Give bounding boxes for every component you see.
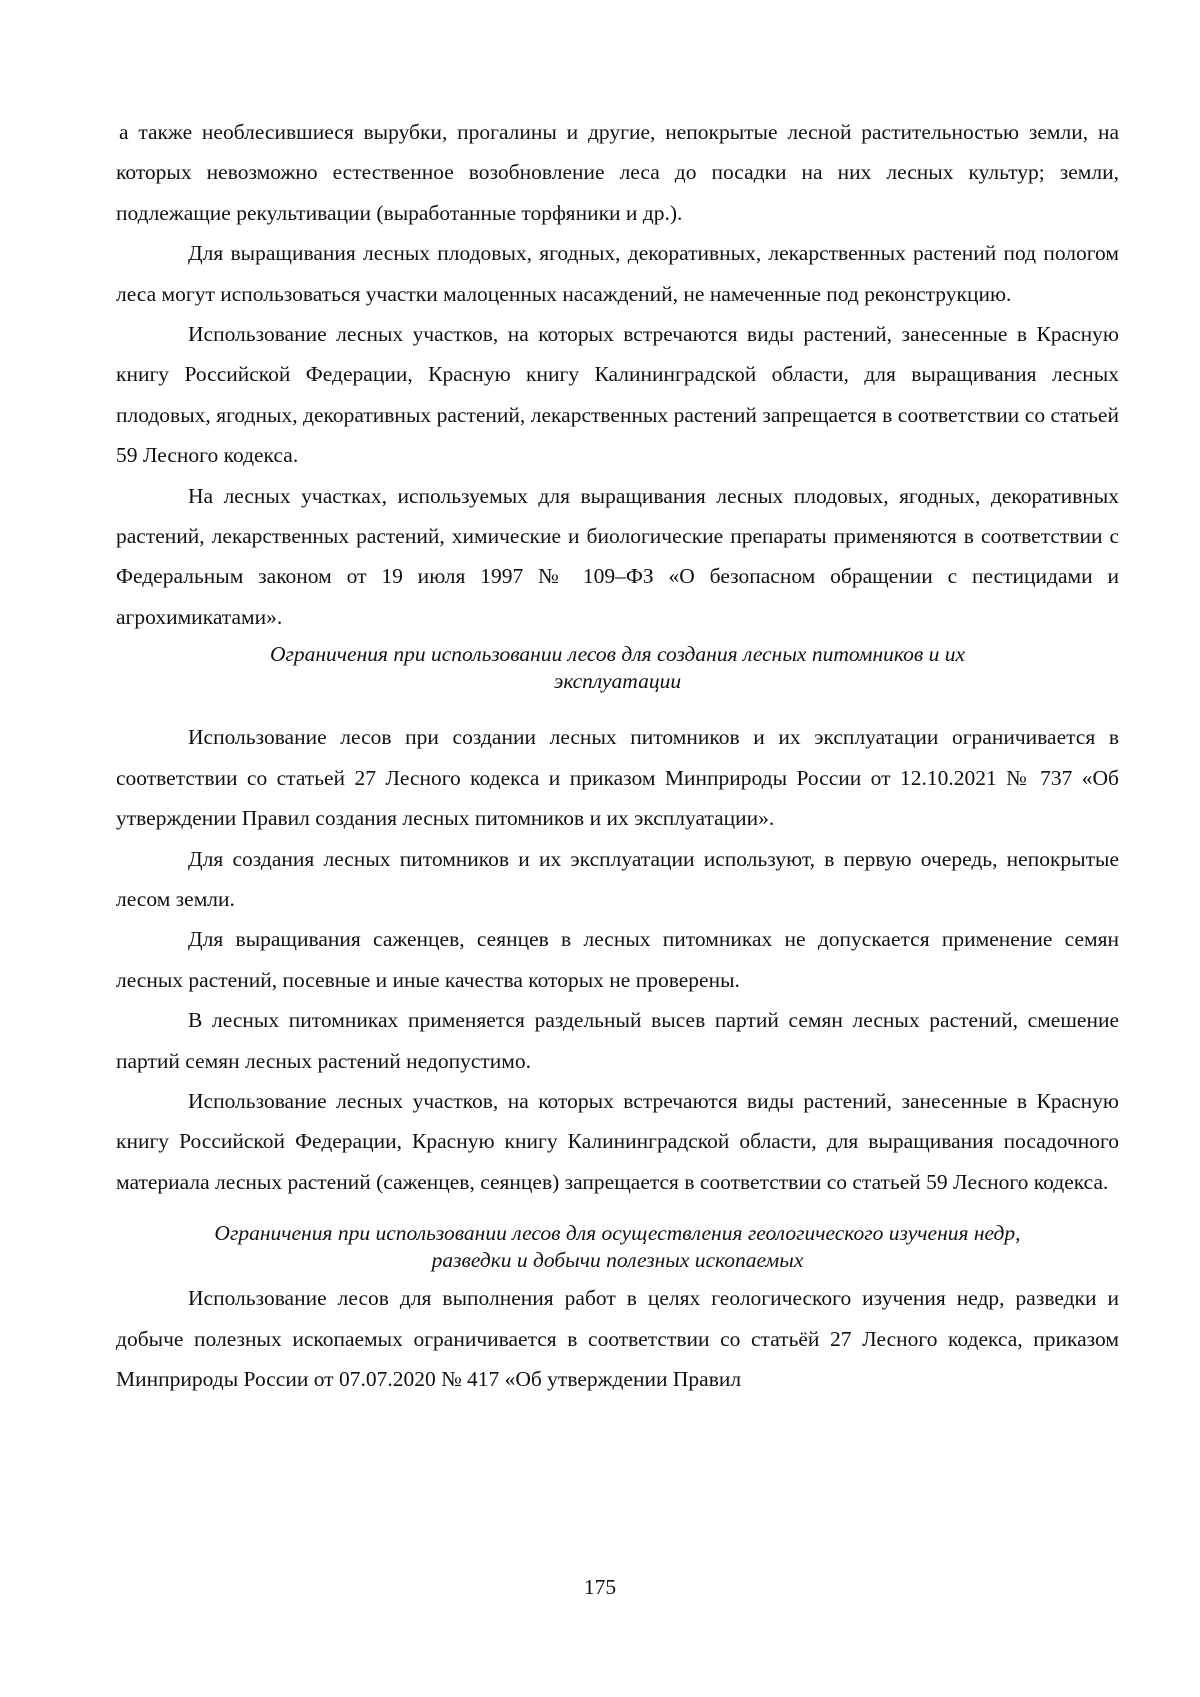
- section-heading-line: разведки и добычи полезных ископаемых: [431, 1248, 804, 1273]
- paragraph: Использование лесов при создании лесных питомников и их эксплуатации ограничивается в соответствии со статьей 27 Лесного кодекса и приказом Минприроды России от 12.10.2021 № 737 «Об утверждении Правил создания лесных питомников и их эксплуатации».: [116, 725, 1119, 831]
- section-heading: [116, 1202, 1119, 1278]
- section-heading-line: эксплуатации: [553, 669, 682, 694]
- section-heading-line: Ограничения при использовании лесов для создания лесных питомников и их: [269, 642, 966, 667]
- paragraph: На лесных участках, используемых для выращивания лесных плодовых, ягодных, декоративных растений, лекарственных растений, химические и биологические препараты применяются в соответствии с Федеральным законом от 19 июля 1997 № 109–ФЗ «О безопасном обращении с пестицидами и агрохимикатами».: [116, 483, 1119, 629]
- paragraph: В лесных питомниках применяется раздельный высев партий семян лесных растений, смешение партий семян лесных растений недопустимо.: [116, 1008, 1119, 1073]
- paragraph: Для выращивания саженцев, сеянцев в лесных питомниках не допускается применение семян лесных растений, посевные и иные качества которых не проверены.: [116, 927, 1119, 992]
- paragraph: Для создания лесных питомников и их эксплуатации используют, в первую очередь, непокрытые лесом земли.: [116, 846, 1119, 911]
- paragraph: Использование лесов для выполнения работ в целях геологического изучения недр, разведки и добыче полезных ископаемых ограничивается в соответствии со статьёй 27 Лесного кодекса, приказом Минприроды России от 07.07.2020 № 417 «Об утверждении Правил: [116, 1286, 1119, 1391]
- paragraph: Для выращивания лесных плодовых, ягодных, декоративных, лекарственных растений под пологом леса могут использоваться участки малоценных насаждений, не намеченные под реконструкцию.: [116, 241, 1119, 306]
- paragraph: Использование лесных участков, на которых встречаются виды растений, занесенные в Красную книгу Российской Федерации, Красную книгу Калининградской области, для выращивания посадочного материала лесных растений (саженцев, сеянцев) запрещается в соответствии со статьей 59 Лесного кодекса.: [116, 1088, 1119, 1194]
- section-heading: [116, 637, 1119, 717]
- section-heading-line: Ограничения при использовании лесов для осуществления геологического изучения недр,: [214, 1221, 1021, 1246]
- document-page: [116, 112, 1119, 1399]
- paragraph: Использование лесных участков, на которых встречаются виды растений, занесенные в Красную книгу Российской Федерации, Красную книгу Калининградской области, для выращивания лесных плодовых, ягодных, декоративных растений, лекарственных растений запрещается в соответствии со статьей 59 Лесного кодекса.: [116, 322, 1119, 468]
- page-number: 175: [583, 1575, 617, 1599]
- paragraph: а также необлесившиеся вырубки, прогалины и другие, непокрытые лесной растительностью земли, на которых невозможно естественное возобновление леса до посадки на них лесных культур; земли, подлежащие рекультивации (выработанные торфяники и др.).: [116, 120, 1119, 225]
